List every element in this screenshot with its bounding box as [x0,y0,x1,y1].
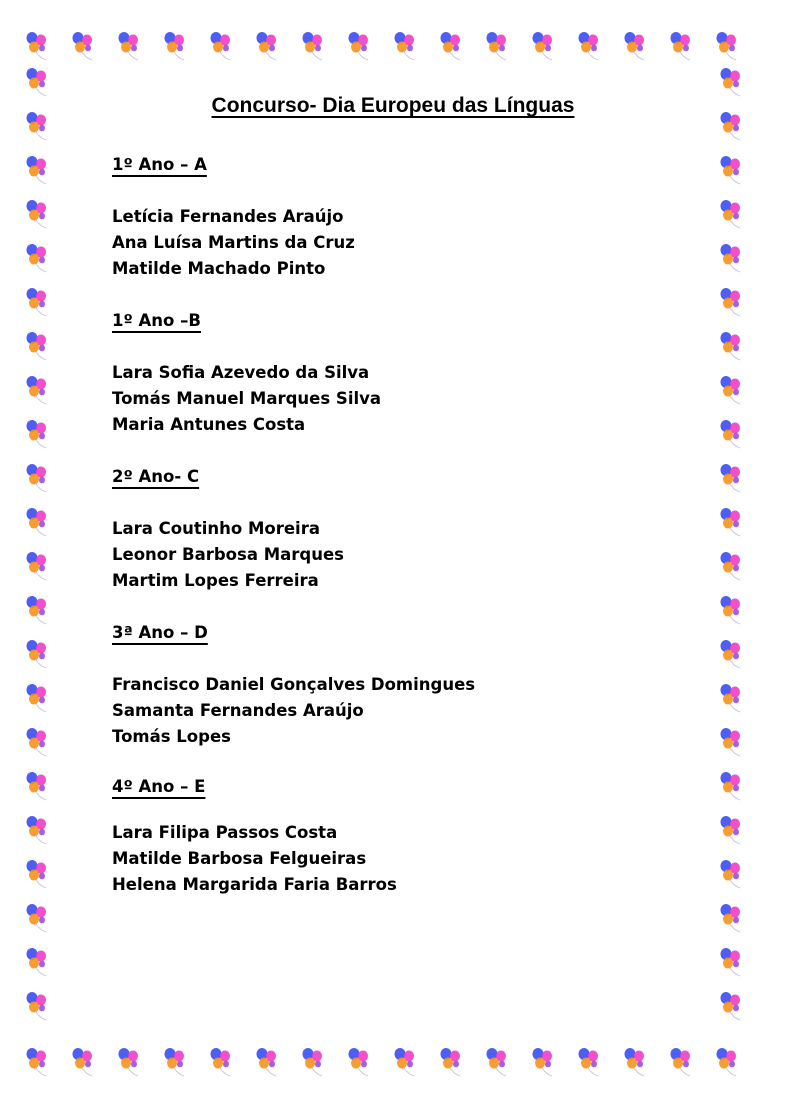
balloon-icon [717,1048,737,1076]
balloon-icon [721,420,741,448]
balloon-icon [721,684,741,712]
balloon-icon [671,1048,691,1076]
student-name: Matilde Machado Pinto [112,259,326,278]
student-name: Maria Antunes Costa [112,415,306,434]
balloon-icon [671,32,691,60]
class-list [112,152,672,898]
balloon-icon [27,464,47,492]
balloon-icon [721,288,741,316]
student-name: Leonor Barbosa Marques [112,545,344,564]
balloon-icon [487,1048,507,1076]
balloon-icon [73,32,93,60]
student-name: Helena Margarida Faria Barros [112,875,397,894]
student-list [112,820,672,898]
class-heading: 1º Ano –B [112,311,201,330]
student-name: Ana Luísa Martins da Cruz [112,233,355,252]
page-title [0,94,786,118]
balloon-icon [165,1048,185,1076]
class-section [112,464,672,594]
balloon-icon [395,1048,415,1076]
balloon-icon [27,772,47,800]
student-name: Lara Filipa Passos Costa [112,823,338,842]
balloon-icon [165,32,185,60]
balloon-icon [579,32,599,60]
balloon-icon [257,1048,277,1076]
class-section [112,774,672,898]
balloon-icon [27,332,47,360]
balloon-icon [721,640,741,668]
balloon-icon [533,1048,553,1076]
balloon-icon [27,156,47,184]
balloon-icon [27,684,47,712]
balloon-icon [27,640,47,668]
student-name: Tomás Lopes [112,727,231,746]
student-name: Matilde Barbosa Felgueiras [112,849,367,868]
page-title-text: Concurso- Dia Europeu das Línguas [211,94,575,117]
class-heading: 1º Ano – A [112,155,207,174]
balloon-icon [721,376,741,404]
student-name: Samanta Fernandes Araújo [112,701,364,720]
balloon-border-top [26,26,760,66]
balloon-icon [487,32,507,60]
student-list [112,672,672,750]
balloon-icon [721,552,741,580]
balloon-icon [533,32,553,60]
student-name: Letícia Fernandes Araújo [112,207,344,226]
balloon-icon [27,904,47,932]
student-list [112,516,672,594]
balloon-icon [721,772,741,800]
balloon-icon [717,32,737,60]
balloon-icon [27,420,47,448]
balloon-icon [395,32,415,60]
balloon-icon [721,860,741,888]
balloon-icon [27,728,47,756]
balloon-icon [119,1048,139,1076]
class-heading: 4º Ano – E [112,777,206,796]
student-list [112,204,672,282]
class-section [112,152,672,282]
balloon-icon [625,32,645,60]
balloon-border-left [24,66,64,1042]
class-heading: 2º Ano- C [112,467,200,486]
balloon-icon [721,156,741,184]
balloon-icon [721,464,741,492]
class-heading: 3ª Ano – D [112,623,208,642]
balloon-icon [27,552,47,580]
balloon-icon [27,596,47,624]
balloon-icon [27,288,47,316]
balloon-icon [721,68,741,96]
balloon-icon [721,728,741,756]
balloon-icon [27,32,47,60]
balloon-icon [349,32,369,60]
balloon-icon [27,860,47,888]
balloon-icon [27,244,47,272]
balloon-icon [721,948,741,976]
student-list [112,360,672,438]
balloon-icon [721,596,741,624]
balloon-icon [257,32,277,60]
balloon-icon [27,68,47,96]
balloon-icon [27,376,47,404]
balloon-icon [27,508,47,536]
student-name: Tomás Manuel Marques Silva [112,389,382,408]
balloon-icon [73,1048,93,1076]
balloon-icon [303,32,323,60]
balloon-icon [579,1048,599,1076]
student-name: Martim Lopes Ferreira [112,571,319,590]
class-section [112,620,672,750]
balloon-icon [27,1048,47,1076]
balloon-icon [721,200,741,228]
balloon-icon [441,32,461,60]
balloon-icon [721,244,741,272]
balloon-icon [441,1048,461,1076]
balloon-icon [27,816,47,844]
balloon-icon [721,904,741,932]
balloon-icon [349,1048,369,1076]
balloon-icon [721,992,741,1020]
balloon-icon [303,1048,323,1076]
balloon-icon [27,200,47,228]
balloon-icon [211,32,231,60]
balloon-icon [625,1048,645,1076]
balloon-icon [721,508,741,536]
balloon-icon [721,332,741,360]
balloon-border-bottom [26,1042,760,1082]
balloon-border-right [718,66,758,1042]
balloon-icon [119,32,139,60]
balloon-icon [27,992,47,1020]
student-name: Francisco Daniel Gonçalves Domingues [112,675,476,694]
student-name: Lara Coutinho Moreira [112,519,320,538]
balloon-icon [211,1048,231,1076]
balloon-icon [27,948,47,976]
class-section [112,308,672,438]
student-name: Lara Sofia Azevedo da Silva [112,363,370,382]
balloon-icon [721,816,741,844]
